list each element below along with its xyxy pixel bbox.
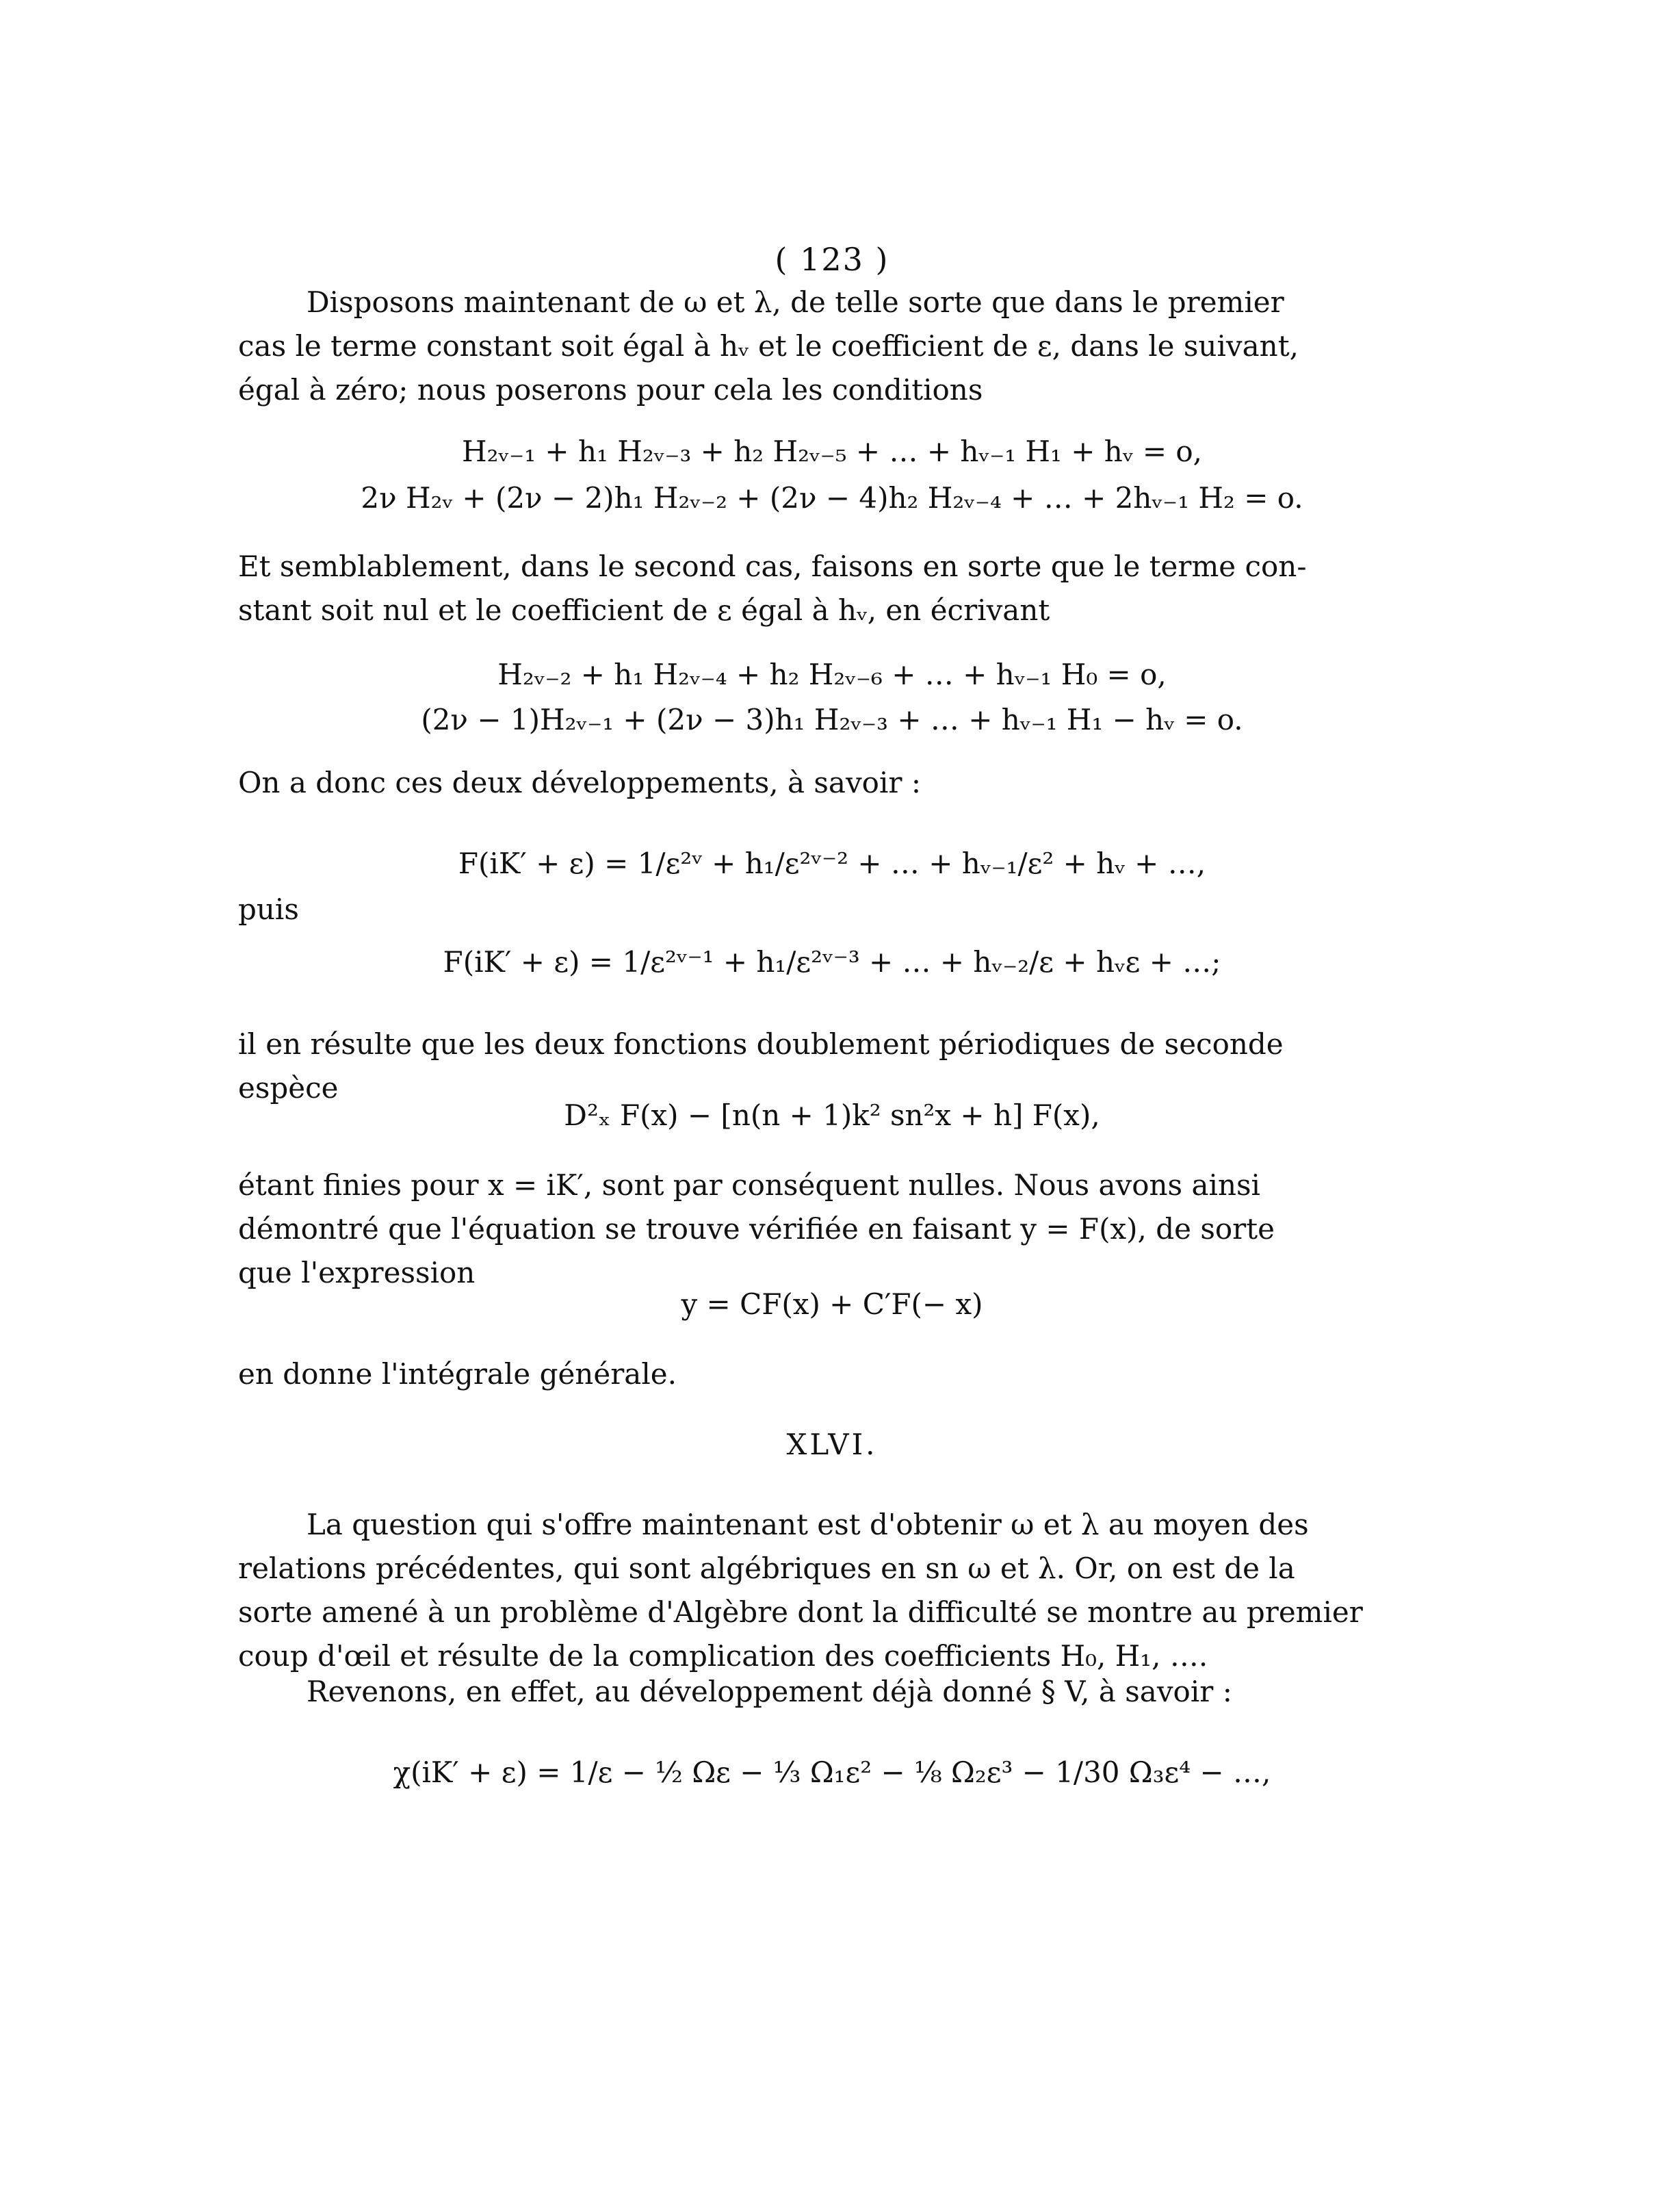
equation-4: y = CF(x) + C′F(− x) (681, 1287, 983, 1321)
equation-5: χ(iK′ + ε) = 1/ε − ½ Ωε − ⅓ Ω₁ε² − ⅛ Ω₂ε³ − 1/30 Ω₃ε⁴ − …, (393, 1756, 1271, 1789)
development-1: F(iK′ + ε) = 1/ε²ᵛ + h₁/ε²ᵛ⁻² + … + hᵥ₋₁/ε² + hᵥ + …, (458, 847, 1206, 880)
paragraph-6 (238, 1352, 1244, 1396)
text-line: coup d'œil et résulte de la complication des coefficients H₀, H₁, …. (238, 1639, 1208, 1673)
text-line: stant soit nul et le coefficient de ε égal à hᵥ, en écrivant (238, 593, 1050, 627)
text-line: On a donc ces deux développements, à savoir : (238, 766, 921, 799)
text-line: Et semblablement, dans le second cas, faisons en sorte que le terme con- (238, 550, 1307, 583)
equation-1a: H₂ᵥ₋₁ + h₁ H₂ᵥ₋₃ + h₂ H₂ᵥ₋₅ + … + hᵥ₋₁ H₁ + hᵥ = o, (461, 435, 1203, 468)
equation-2a: H₂ᵥ₋₂ + h₁ H₂ᵥ₋₄ + h₂ H₂ᵥ₋₆ + … + hᵥ₋₁ H₀ = o, (497, 658, 1167, 691)
paragraph-3 (238, 761, 1244, 805)
text-line: égal à zéro; nous poserons pour cela les conditions (238, 373, 983, 407)
section-heading: XLVI. (786, 1428, 878, 1461)
paragraph-2 (238, 545, 1307, 632)
development-2: F(iK′ + ε) = 1/ε²ᵛ⁻¹ + h₁/ε²ᵛ⁻³ + … + hᵥ₋₂/ε + hᵥε + …; (443, 945, 1221, 979)
paragraph-7 (238, 1503, 1363, 1678)
paragraph-8 (238, 1670, 1244, 1714)
text-line: démontré que l'équation se trouve vérifiée en faisant y = F(x), de sorte (238, 1212, 1275, 1246)
text-line: étant finies pour x = iK′, sont par conséquent nulles. Nous avons ainsi (238, 1168, 1260, 1202)
text-line: il en résulte que les deux fonctions doublement périodiques de seconde (238, 1027, 1284, 1061)
page-number: ( 123 ) (775, 241, 889, 278)
text-line: en donne l'intégrale générale. (238, 1357, 677, 1391)
text-line: La question qui s'offre maintenant est d'obtenir ω et λ au moyen des (307, 1508, 1309, 1541)
text-line: cas le terme constant soit égal à hᵥ et le coefficient de ε, dans le suivant, (238, 329, 1299, 363)
text-line: relations précédentes, qui sont algébriques en sn ω et λ. Or, on est de la (238, 1552, 1295, 1585)
puis-label: puis (238, 892, 299, 926)
paragraph-5 (238, 1163, 1275, 1295)
text-line: Disposons maintenant de ω et λ, de telle sorte que dans le premier (307, 285, 1284, 319)
text-line: espèce (238, 1071, 339, 1105)
equation-3: D²ₓ F(x) − [n(n + 1)k² sn²x + h] F(x), (564, 1098, 1100, 1132)
equation-1b: 2ν H₂ᵥ + (2ν − 2)h₁ H₂ᵥ₋₂ + (2ν − 4)h₂ H₂ᵥ₋₄ + … + 2hᵥ₋₁ H₂ = o. (361, 481, 1303, 515)
text-line: que l'expression (238, 1256, 476, 1289)
text-line: Revenons, en effet, au développement déjà donné § V, à savoir : (307, 1675, 1232, 1708)
equation-2b: (2ν − 1)H₂ᵥ₋₁ + (2ν − 3)h₁ H₂ᵥ₋₃ + … + hᵥ₋₁ H₁ − hᵥ = o. (421, 703, 1243, 736)
text-line: sorte amené à un problème d'Algèbre dont la difficulté se montre au premier (238, 1595, 1363, 1629)
paragraph-1 (238, 281, 1299, 412)
